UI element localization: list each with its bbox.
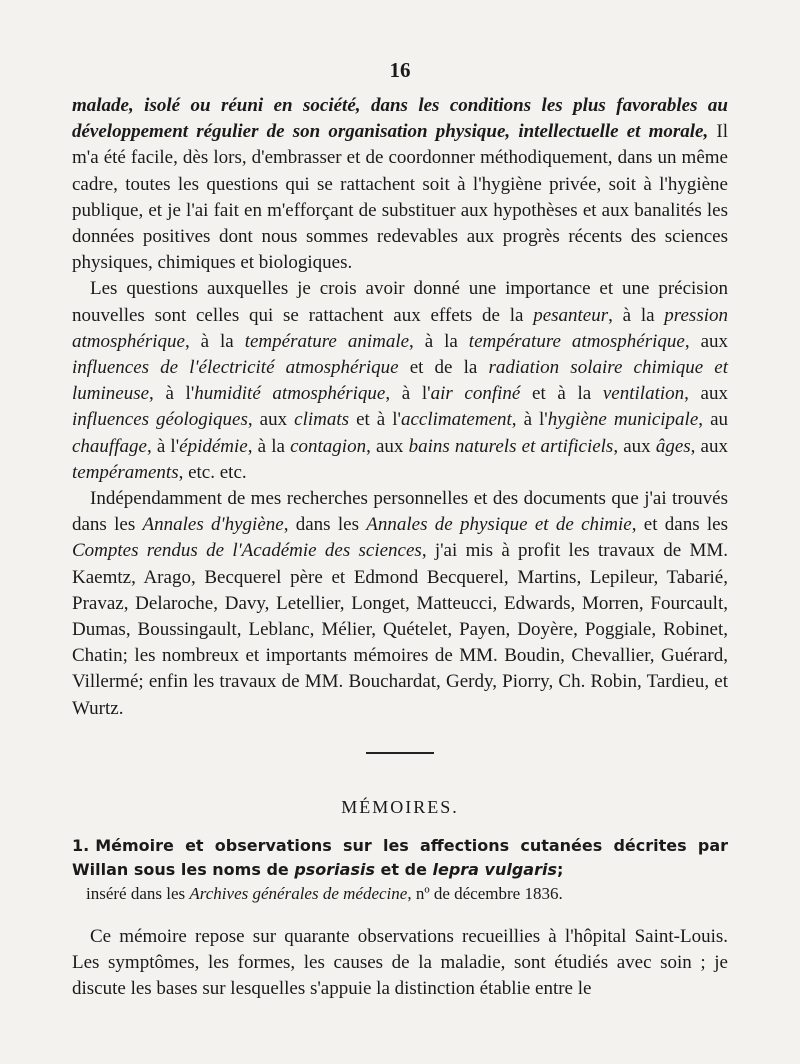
italic-phrase: épidémie (179, 435, 248, 457)
text-run: Mémoire et observations sur les affections cutanées décrites par Willan sous les noms de (72, 835, 728, 879)
text-run: , aux (684, 330, 728, 352)
text-run: , aux (690, 435, 728, 457)
paragraph-intro (72, 93, 728, 276)
italic-phrase: bains naturels et artificiels (408, 435, 614, 457)
italic-phrase: tempéraments (72, 461, 179, 483)
text-run: Indépendamment de mes recherches personnelles et des documents que j'ai trouvés dans les (72, 488, 728, 536)
paragraph-memoir-description: Ce mémoire repose sur quarante observations recueillies à l'hôpital Saint-Louis. Les symptômes, les formes, les causes de la maladie, sont étudiés avec soin ; je discute les bases sur lesquelles s'appuie la distinction établie entre le (72, 925, 728, 1000)
italic-phrase: psoriasis (294, 859, 375, 879)
italic-phrase: Annales d'hygiène (142, 514, 284, 536)
italic-phrase: Annales de physique et de chimie (366, 514, 632, 536)
italic-phrase: hygiène municipale (547, 409, 699, 431)
memoir-entry-title (72, 834, 728, 882)
italic-phrase: malade, isolé ou réuni en société, dans les conditions les plus favorables au développement régulier de son organisation physique, intellectuelle et morale, (72, 95, 728, 143)
text-run: , à la (409, 330, 469, 352)
italic-phrase: pression atmosphérique (72, 304, 728, 352)
entry-number: 1. (72, 835, 90, 855)
text-run: Il m'a été facile, dès lors, d'embrasser et de coordonner méthodiquement, dans un même cadre, toutes les questions qui se rattachent soit à l'hygiène privée, soit à l'hygiène publique, et je l'ai fait en m'efforçant de substituer aux hypothèses et aux banalités les données positives dont nous sommes redevables aux progrès récents des sciences physiques, chimiques et biologiques. (72, 121, 728, 274)
text-run: ; (557, 859, 564, 879)
italic-phrase: acclimatement (400, 409, 512, 431)
text-run: Les questions auxquelles je crois avoir donné une importance et une précision nouvelles sont celles qui se rattachent aux effets de la (72, 278, 728, 326)
italic-phrase: pesanteur (533, 304, 609, 326)
text-run: , à l' (511, 409, 548, 431)
text-run: , au (698, 409, 728, 431)
text-run: et à la (520, 383, 603, 405)
text-run: et à l' (349, 409, 401, 431)
body-text (72, 93, 728, 722)
italic-phrase: lepra vulgaris (432, 859, 557, 879)
text-run: , j'ai mis à profit les travaux de MM. Kaemtz, Arago, Becquerel père et Edmond Becquerel, Martins, Lepileur, Tabarié, Pravaz, Delaroche, Davy, Letellier, Longet, Matteucci, Edwards, Morren, Fourcault, Dumas, Boussingault, Leblanc, Mélier, Quételet, Payen, Doyère, Poggiale, Robinet, Chatin; les nombreux et importants mémoires de MM. Boudin, Chevallier, Guérard, Villermé; enfin les travaux de MM. Bouchardat, Gerdy, Piorry, Ch. Robin, Tardieu, et Wurtz. (72, 540, 728, 719)
text-run: et de (374, 859, 433, 879)
text-run: , aux (247, 409, 295, 431)
italic-phrase: influences de l'électricité atmosphérique (72, 357, 399, 379)
text-run: , à la (608, 304, 665, 326)
text-run: , à l' (385, 383, 431, 405)
text-run: , aux (684, 383, 728, 405)
italic-phrase: chauffage (72, 435, 147, 457)
text-run: , nº de décembre 1836. (407, 883, 563, 903)
text-run: , à la (247, 435, 291, 457)
text-run: , dans les (283, 514, 367, 536)
text-run: , etc. etc. (178, 461, 247, 483)
memoir-entry-publication (72, 882, 728, 906)
italic-phrase: influences géologiques (72, 409, 248, 431)
text-run: , et dans les (631, 514, 728, 536)
text-run: inséré dans les (86, 883, 190, 903)
text-run: et de la (398, 357, 489, 379)
italic-phrase: air confiné (430, 383, 521, 405)
text-run: , aux (613, 435, 656, 457)
text-run: , à la (184, 330, 245, 352)
italic-phrase: humidité atmosphérique (194, 383, 386, 405)
italic-phrase: contagion (290, 435, 367, 457)
italic-phrase: radiation solaire chimique et lumineuse (72, 357, 728, 405)
italic-phrase: température animale (244, 330, 410, 352)
paragraph-sources (72, 486, 728, 722)
memoir-entry (72, 834, 728, 906)
italic-phrase: âges (655, 435, 691, 457)
italic-phrase: ventilation (602, 383, 685, 405)
italic-phrase: Comptes rendus de l'Académie des sciences (72, 540, 422, 562)
italic-phrase: climats (294, 409, 350, 431)
italic-phrase: Archives générales de médecine (189, 883, 408, 903)
text-run: , aux (366, 435, 409, 457)
section-divider (366, 752, 434, 754)
italic-phrase: température atmosphérique (468, 330, 685, 352)
section-title: MÉMOIRES. (341, 796, 459, 817)
paragraph-questions (72, 276, 728, 486)
text-run: , à l' (146, 435, 180, 457)
page-number: 16 (389, 58, 411, 82)
text-run: , à l' (149, 383, 195, 405)
